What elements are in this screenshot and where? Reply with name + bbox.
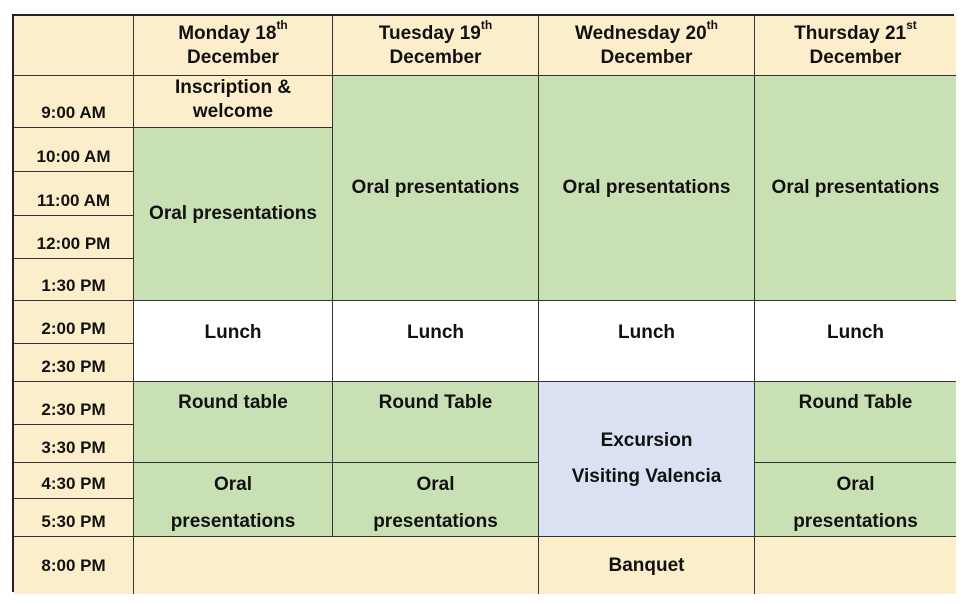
event-lunch: Lunch: [333, 301, 539, 382]
event-round-table: Round Table: [333, 382, 539, 463]
event-label: Oral: [416, 474, 455, 495]
header-day-suffix: st: [906, 18, 917, 33]
event-label: presentations: [170, 511, 296, 533]
header-day-suffix: th: [480, 18, 493, 33]
header-day: Wednesday 20: [575, 22, 707, 44]
time-slot: 8:00 PM: [14, 537, 134, 594]
header-day-suffix: th: [706, 18, 718, 33]
event-round-table: Round Table: [755, 382, 956, 463]
event-banquet: Banquet: [539, 537, 755, 594]
event-oral-presentations: Oral presentations: [134, 128, 333, 301]
time-slot: 2:30 PM: [14, 344, 134, 382]
header-month: December: [187, 46, 279, 68]
header-day: Tuesday 19: [378, 22, 481, 44]
event-oral-presentations: Oral presentations: [755, 76, 956, 301]
time-slot: 11:00 AM: [14, 172, 134, 216]
empty-evening-cell: [755, 537, 956, 594]
event-round-table: Round table: [134, 382, 333, 463]
event-oral-presentations-afternoon: [755, 463, 956, 537]
event-lunch: Lunch: [134, 301, 333, 382]
header-day-suffix: th: [276, 18, 288, 33]
event-label: Oral: [213, 474, 253, 495]
event-label: Excursion: [600, 429, 693, 451]
time-slot: 12:00 PM: [14, 216, 134, 259]
header-day: Monday 18: [178, 22, 277, 44]
event-label: Visiting Valencia: [571, 466, 722, 487]
event-oral-presentations-afternoon: [134, 463, 333, 537]
event-oral-presentations: Oral presentations: [539, 76, 755, 301]
event-label: Oral: [836, 474, 875, 495]
header-thursday: [755, 16, 956, 76]
header-day: Thursday 21: [794, 22, 907, 44]
event-label: Inscription &: [174, 76, 292, 98]
time-slot: 1:30 PM: [14, 259, 134, 301]
header-month: December: [600, 46, 693, 68]
corner-cell: [14, 16, 134, 76]
header-wednesday: [539, 16, 755, 76]
header-month: December: [809, 46, 902, 68]
time-slot: 3:30 PM: [14, 425, 134, 463]
time-slot: 5:30 PM: [14, 499, 134, 537]
time-slot: 2:30 PM: [14, 382, 134, 425]
event-label: welcome: [192, 100, 274, 122]
empty-evening-cell: [134, 537, 539, 594]
event-lunch: Lunch: [539, 301, 755, 382]
event-oral-presentations: Oral presentations: [333, 76, 539, 301]
event-excursion: [539, 382, 755, 537]
event-oral-presentations-afternoon: [333, 463, 539, 537]
time-slot: 9:00 AM: [14, 76, 134, 128]
event-inscription: [134, 76, 333, 128]
schedule-table: [12, 14, 954, 592]
time-slot: 10:00 AM: [14, 128, 134, 172]
header-month: December: [389, 46, 482, 68]
header-tuesday: [333, 16, 539, 76]
event-label: presentations: [793, 511, 918, 533]
time-slot: 4:30 PM: [14, 463, 134, 499]
event-label: presentations: [373, 511, 498, 533]
event-lunch: Lunch: [755, 301, 956, 382]
header-monday: [134, 16, 333, 76]
time-slot: 2:00 PM: [14, 301, 134, 344]
